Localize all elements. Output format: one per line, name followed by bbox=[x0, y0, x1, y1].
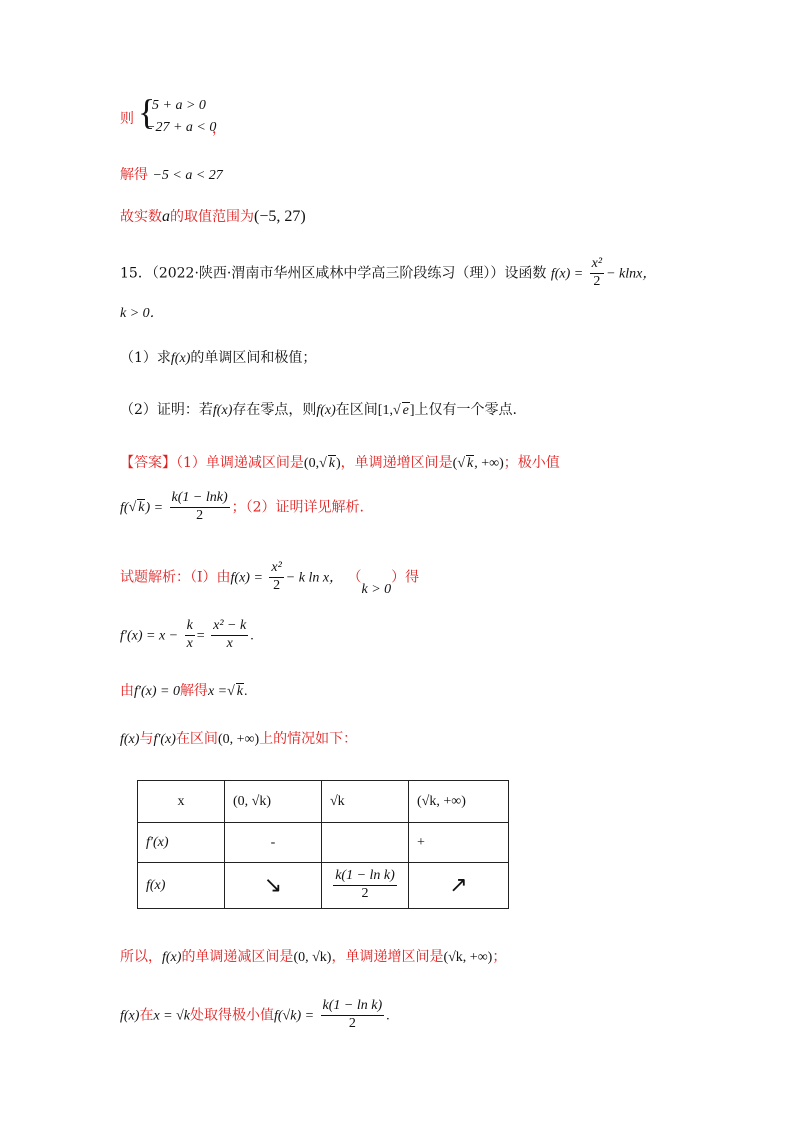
solve-result: −5 < a < 27 bbox=[152, 168, 223, 183]
condition-2: −27 + a < 0 bbox=[146, 120, 217, 135]
answer-label: 【答案】 bbox=[120, 455, 176, 471]
analysis-intro: 试题解析：（Ⅰ）由f(x) = $\frac{\text{x²}}{2}$ − k ln x， （k > 0）得 bbox=[120, 560, 420, 598]
header-sqrt-k: √k bbox=[322, 781, 409, 823]
problem-line-1: 15．（2022·陕西·渭南市华州区咸林中学高三阶段练习（理））设函数 f(x) = $\frac{\text{x²}}{2}$ − klnx， bbox=[120, 256, 657, 289]
question-1: （1）求f(x)的单调区间和极值； bbox=[120, 350, 317, 366]
row-fprime-sign-3: + bbox=[409, 823, 509, 863]
increasing-arrow: ↗ bbox=[409, 863, 509, 909]
answer-line-2: f(√ k) = $\frac{k(1 - \ln k)}{2}$ ；（2）证明详见解析. bbox=[120, 490, 364, 525]
problem-source: （2022·陕西·渭南市华州区咸林中学高三阶段练习（理））设函数 bbox=[151, 265, 547, 282]
row-f-min: $\frac{\text{k(1 − ln k)}}{2}$ bbox=[322, 863, 409, 909]
problem-condition: k > 0． bbox=[120, 306, 164, 321]
range-value: (−5, 27) bbox=[254, 208, 306, 225]
zero-line: 由f′(x) = 0解得x =√ k. bbox=[120, 680, 248, 700]
question-2: （2）证明：若f(x)存在零点，则f(x)在区间[1,√ e]上仅有一个零点. bbox=[120, 399, 517, 419]
derivative-line: f′(x) = x − $\frac{k}{x}$ = $\frac{\text{x² − k}}{x}$ . bbox=[120, 618, 254, 651]
row-fprime-sign-1: - bbox=[225, 823, 322, 863]
header-x: x bbox=[138, 781, 225, 823]
func-fraction: $\frac{\text{x²}}{2}$ bbox=[591, 256, 603, 289]
conclusion-line: 故实数a的取值范围为(−5, 27) bbox=[120, 208, 306, 225]
variation-table bbox=[137, 780, 509, 909]
problem-number: 15． bbox=[120, 265, 152, 282]
condition-1: 5 + a > 0 bbox=[152, 98, 206, 113]
answer-line-1: 【答案】（1）单调递减区间是(0,√ k)，单调递增区间是(√ k, +∞)；极小值 bbox=[120, 452, 560, 472]
row-f-label: f(x) bbox=[138, 863, 225, 909]
ze-label: 则 bbox=[120, 111, 134, 127]
row-fprime-label: f′(x) bbox=[138, 823, 225, 863]
conclusion-line-2: f(x)在x = √k处取得极小值f(√k) = $\frac{\text{k(1 − ln k)}}{2}$ . bbox=[120, 998, 390, 1031]
decreasing-arrow: ↘ bbox=[225, 863, 322, 909]
answer-min-fraction: $\frac{k(1 - \ln k)}{2}$ bbox=[171, 490, 228, 523]
piecewise-brace: { bbox=[138, 92, 156, 132]
conclusion-line-1: 所以，f(x)的单调递减区间是(0, √k)，单调递增区间是(√k, +∞)； bbox=[120, 949, 507, 965]
row-fprime-sign-2 bbox=[322, 823, 409, 863]
table-intro: f(x)与f′(x)在区间(0, +∞)上的情况如下： bbox=[120, 731, 358, 747]
header-interval-2: (√k, +∞) bbox=[409, 781, 509, 823]
header-interval-1: (0, √k) bbox=[225, 781, 322, 823]
tail-mark: ， bbox=[212, 121, 226, 137]
solve-line: 解得 −5 < a < 27 bbox=[120, 167, 223, 183]
